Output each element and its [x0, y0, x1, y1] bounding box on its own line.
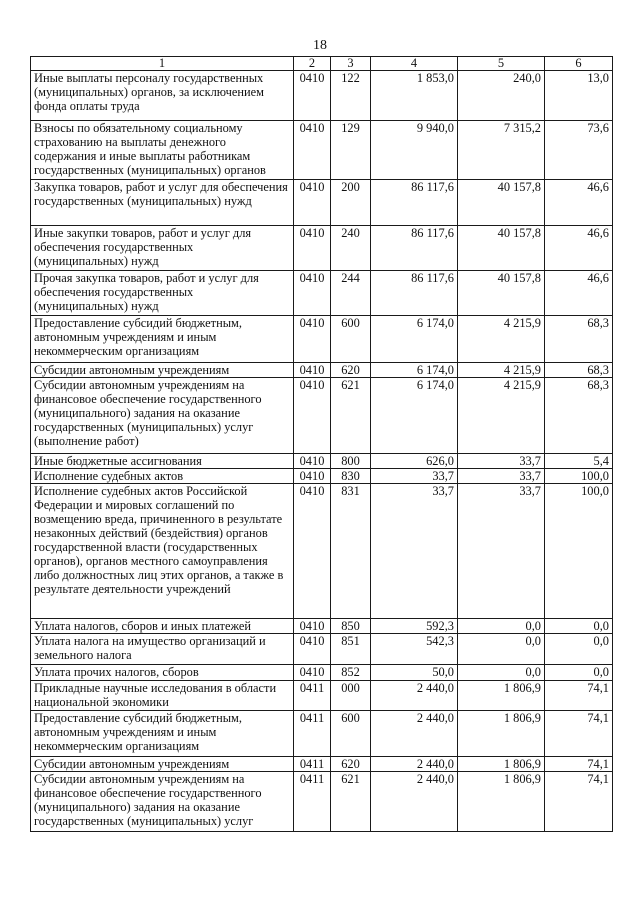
column-header: 2: [294, 57, 331, 71]
planned-amount: 1 853,0: [371, 71, 458, 121]
table-row: [31, 711, 613, 757]
executed-amount: 4 215,9: [458, 316, 545, 363]
expense-type-code: 200: [331, 180, 371, 226]
item-name: Прочая закупка товаров, работ и услуг для обеспечения государственных (муниципальных) нужд: [31, 271, 294, 316]
planned-amount: 542,3: [371, 634, 458, 665]
executed-amount: 40 157,8: [458, 271, 545, 316]
execution-percent: 100,0: [545, 484, 613, 619]
expense-type-code: 600: [331, 316, 371, 363]
section-code: 0410: [294, 271, 331, 316]
planned-amount: 50,0: [371, 665, 458, 681]
planned-amount: 6 174,0: [371, 363, 458, 378]
item-name: Уплата прочих налогов, сборов: [31, 665, 294, 681]
execution-percent: 74,1: [545, 681, 613, 711]
table-row: [31, 484, 613, 619]
expense-type-code: 831: [331, 484, 371, 619]
expense-type-code: 620: [331, 757, 371, 772]
execution-percent: 73,6: [545, 121, 613, 180]
column-header: 6: [545, 57, 613, 71]
table-row: [31, 634, 613, 665]
executed-amount: 40 157,8: [458, 226, 545, 271]
planned-amount: 626,0: [371, 454, 458, 469]
table-row: [31, 454, 613, 469]
planned-amount: 33,7: [371, 469, 458, 484]
expense-type-code: 850: [331, 619, 371, 634]
page-number: 18: [313, 38, 327, 53]
execution-percent: 68,3: [545, 378, 613, 454]
item-name: Субсидии автономным учреждениям: [31, 757, 294, 772]
planned-amount: 2 440,0: [371, 711, 458, 757]
table-row: [31, 226, 613, 271]
section-code: 0410: [294, 469, 331, 484]
section-code: 0410: [294, 316, 331, 363]
column-header: 4: [371, 57, 458, 71]
executed-amount: 33,7: [458, 469, 545, 484]
budget-execution-table: [30, 56, 613, 832]
table-row: [31, 757, 613, 772]
execution-percent: 0,0: [545, 619, 613, 634]
section-code: 0410: [294, 363, 331, 378]
item-name: Взносы по обязательному социальному страхованию на выплаты денежного содержания и иные выплаты работникам государственных (муниципальных) органов: [31, 121, 294, 180]
planned-amount: 6 174,0: [371, 378, 458, 454]
item-name: Предоставление субсидий бюджетным, автономным учреждениям и иным некоммерческим организациям: [31, 711, 294, 757]
expense-type-code: 620: [331, 363, 371, 378]
section-code: 0410: [294, 619, 331, 634]
expense-type-code: 129: [331, 121, 371, 180]
planned-amount: 592,3: [371, 619, 458, 634]
section-code: 0410: [294, 484, 331, 619]
executed-amount: 1 806,9: [458, 681, 545, 711]
section-code: 0411: [294, 757, 331, 772]
table-row: [31, 772, 613, 832]
executed-amount: 1 806,9: [458, 757, 545, 772]
executed-amount: 4 215,9: [458, 363, 545, 378]
item-name: Закупка товаров, работ и услуг для обеспечения государственных (муниципальных) нужд: [31, 180, 294, 226]
executed-amount: 40 157,8: [458, 180, 545, 226]
section-code: 0410: [294, 226, 331, 271]
item-name: Иные бюджетные ассигнования: [31, 454, 294, 469]
item-name: Иные выплаты персоналу государственных (муниципальных) органов, за исключением фонда оплаты труда: [31, 71, 294, 121]
column-number-row: [31, 57, 613, 71]
table-row: [31, 121, 613, 180]
table-row: [31, 316, 613, 363]
execution-percent: 13,0: [545, 71, 613, 121]
section-code: 0410: [294, 378, 331, 454]
expense-type-code: 240: [331, 226, 371, 271]
item-name: Исполнение судебных актов Российской Федерации и мировых соглашений по возмещению вреда, причиненного в результате незаконных действий (бездействия) органов государственной власти (государственных органов), органов местного самоуправления либо должностных лиц этих органов, а также в результате деятельности учреждений: [31, 484, 294, 619]
item-name: Предоставление субсидий бюджетным, автономным учреждениям и иным некоммерческим организациям: [31, 316, 294, 363]
expense-type-code: 600: [331, 711, 371, 757]
table-row: [31, 71, 613, 121]
planned-amount: 86 117,6: [371, 271, 458, 316]
execution-percent: 68,3: [545, 316, 613, 363]
section-code: 0410: [294, 634, 331, 665]
planned-amount: 2 440,0: [371, 681, 458, 711]
execution-percent: 46,6: [545, 271, 613, 316]
expense-type-code: 000: [331, 681, 371, 711]
column-header: 3: [331, 57, 371, 71]
table-row: [31, 619, 613, 634]
execution-percent: 74,1: [545, 711, 613, 757]
execution-percent: 5,4: [545, 454, 613, 469]
section-code: 0411: [294, 772, 331, 832]
executed-amount: 240,0: [458, 71, 545, 121]
executed-amount: 1 806,9: [458, 772, 545, 832]
column-header: 5: [458, 57, 545, 71]
section-code: 0410: [294, 71, 331, 121]
section-code: 0411: [294, 681, 331, 711]
item-name: Уплата налогов, сборов и иных платежей: [31, 619, 294, 634]
table-row: [31, 681, 613, 711]
column-header: 1: [31, 57, 294, 71]
item-name: Уплата налога на имущество организаций и земельного налога: [31, 634, 294, 665]
executed-amount: 7 315,2: [458, 121, 545, 180]
execution-percent: 46,6: [545, 180, 613, 226]
expense-type-code: 851: [331, 634, 371, 665]
section-code: 0410: [294, 180, 331, 226]
executed-amount: 0,0: [458, 634, 545, 665]
expense-type-code: 830: [331, 469, 371, 484]
execution-percent: 100,0: [545, 469, 613, 484]
section-code: 0411: [294, 711, 331, 757]
expense-type-code: 621: [331, 772, 371, 832]
expense-type-code: 122: [331, 71, 371, 121]
executed-amount: 4 215,9: [458, 378, 545, 454]
table-row: [31, 180, 613, 226]
executed-amount: 1 806,9: [458, 711, 545, 757]
execution-percent: 74,1: [545, 757, 613, 772]
execution-percent: 74,1: [545, 772, 613, 832]
table-row: [31, 469, 613, 484]
item-name: Субсидии автономным учреждениям на финансовое обеспечение государственного (муниципального) задания на оказание государственных (муниципальных) услуг (выполнение работ): [31, 378, 294, 454]
executed-amount: 0,0: [458, 619, 545, 634]
expense-type-code: 800: [331, 454, 371, 469]
planned-amount: 6 174,0: [371, 316, 458, 363]
executed-amount: 33,7: [458, 484, 545, 619]
execution-percent: 0,0: [545, 634, 613, 665]
expense-type-code: 244: [331, 271, 371, 316]
execution-percent: 68,3: [545, 363, 613, 378]
executed-amount: 33,7: [458, 454, 545, 469]
expense-type-code: 852: [331, 665, 371, 681]
expense-type-code: 621: [331, 378, 371, 454]
planned-amount: 86 117,6: [371, 226, 458, 271]
section-code: 0410: [294, 665, 331, 681]
item-name: Исполнение судебных актов: [31, 469, 294, 484]
item-name: Субсидии автономным учреждениям: [31, 363, 294, 378]
executed-amount: 0,0: [458, 665, 545, 681]
item-name: Субсидии автономным учреждениям на финансовое обеспечение государственного (муниципального) задания на оказание государственных (муниципальных) услуг: [31, 772, 294, 832]
execution-percent: 46,6: [545, 226, 613, 271]
item-name: Прикладные научные исследования в области национальной экономики: [31, 681, 294, 711]
section-code: 0410: [294, 454, 331, 469]
planned-amount: 33,7: [371, 484, 458, 619]
table-row: [31, 665, 613, 681]
table-row: [31, 271, 613, 316]
planned-amount: 9 940,0: [371, 121, 458, 180]
table-row: [31, 363, 613, 378]
item-name: Иные закупки товаров, работ и услуг для обеспечения государственных (муниципальных) нужд: [31, 226, 294, 271]
planned-amount: 2 440,0: [371, 772, 458, 832]
planned-amount: 2 440,0: [371, 757, 458, 772]
table-row: [31, 378, 613, 454]
section-code: 0410: [294, 121, 331, 180]
planned-amount: 86 117,6: [371, 180, 458, 226]
execution-percent: 0,0: [545, 665, 613, 681]
